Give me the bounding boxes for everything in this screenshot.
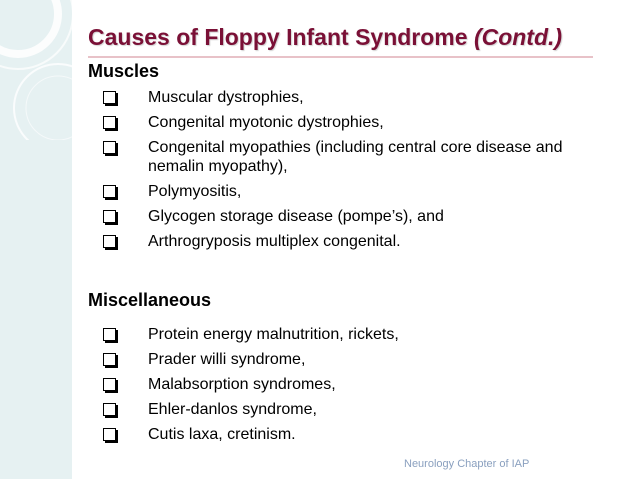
checkbox-square-bullet-icon [103, 116, 116, 129]
list-item [100, 400, 600, 419]
title-contd: (Contd.) [473, 24, 563, 50]
list-item-text: Malabsorption syndromes, [148, 376, 336, 393]
list-item [100, 207, 620, 226]
list-item [100, 425, 600, 444]
footer-text: Neurology Chapter of IAP [404, 458, 530, 470]
list-item-text: Ehler-danlos syndrome, [148, 401, 317, 418]
list-item [100, 138, 620, 176]
list-item-text: Muscular dystrophies, [148, 89, 304, 106]
list-item-text: Polymyositis, [148, 183, 242, 200]
checkbox-square-bullet-icon [103, 91, 116, 104]
slide-title [88, 24, 628, 51]
checkbox-square-bullet-icon [103, 378, 116, 391]
section-heading-miscellaneous: Miscellaneous [88, 290, 212, 310]
title-main: Causes of Floppy Infant Syndrome [88, 24, 468, 50]
list-item-text: Glycogen storage disease (pompe’s), and [148, 208, 444, 225]
list-item-text: Protein energy malnutrition, rickets, [148, 326, 399, 343]
list-item [100, 88, 620, 107]
list-item-text: Arthrogryposis multiplex congenital. [148, 233, 401, 250]
checkbox-square-bullet-icon [103, 353, 116, 366]
checkbox-square-bullet-icon [103, 185, 116, 198]
checkbox-square-bullet-icon [103, 210, 116, 223]
checkbox-square-bullet-icon [103, 428, 116, 441]
list-item [100, 232, 620, 251]
checkbox-square-bullet-icon [103, 328, 116, 341]
list-item-text: Cutis laxa, cretinism. [148, 426, 296, 443]
list-item [100, 350, 600, 369]
list-item [100, 325, 600, 344]
checkbox-square-bullet-icon [103, 235, 116, 248]
list-item [100, 113, 620, 132]
section-heading-muscles: Muscles [88, 61, 160, 81]
checkbox-square-bullet-icon [103, 141, 116, 154]
list-item [100, 182, 620, 201]
muscles-list [100, 88, 620, 257]
list-item-text: Prader willi syndrome, [148, 351, 306, 368]
list-item-text: Congenital myotonic dystrophies, [148, 114, 384, 131]
miscellaneous-list [100, 325, 600, 450]
checkbox-square-bullet-icon [103, 403, 116, 416]
title-underline [88, 56, 593, 58]
list-item [100, 375, 600, 394]
list-item-text: Congenital myopathies (including central core disease and nemalin myopathy), [148, 139, 563, 175]
